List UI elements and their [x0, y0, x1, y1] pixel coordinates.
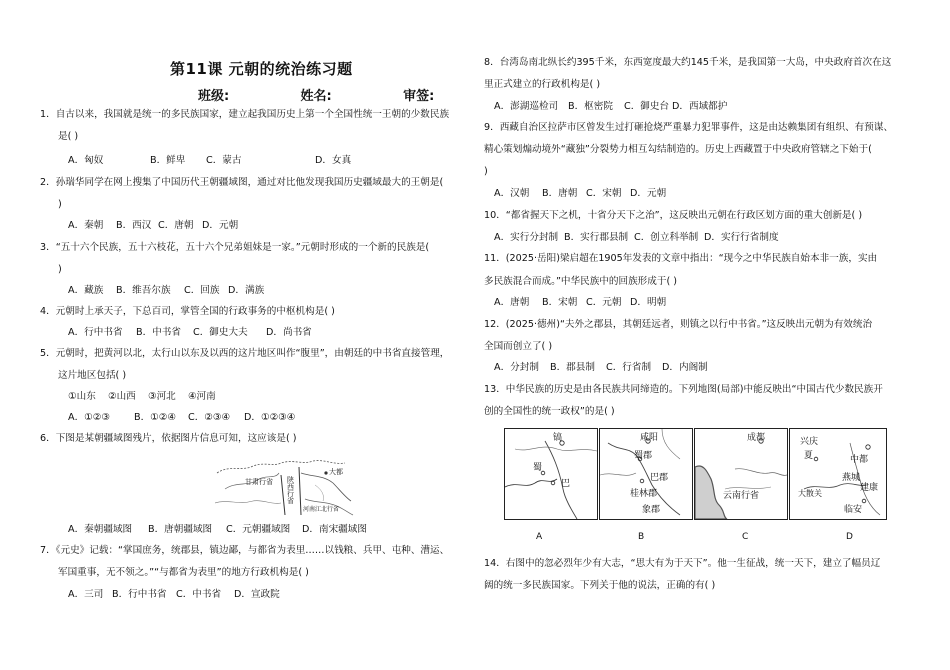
q8-option-b[interactable]: B．枢密院 [568, 101, 613, 112]
q13-map-c[interactable] [694, 428, 788, 520]
q12-text: 12．(2025·德州)“夫外之郡县，其朝廷远者，则镇之以行中书省。”这反映出元朝为有效统治 [484, 319, 873, 330]
q2-option-d[interactable]: D．元朝 [202, 220, 239, 231]
q4-option-a[interactable]: A．行中书省 [68, 327, 123, 338]
q5-option-b[interactable]: B．①②④ [134, 412, 176, 423]
q3-text-2: ) [58, 264, 62, 275]
q5-option-c[interactable]: C．②③④ [188, 412, 231, 423]
q1-text: 1．自古以来，我国就是统一的多民族国家，建立起我国历史上第一个全国性统一王朝的少数民族 [40, 109, 450, 120]
class-label: 班级: [198, 89, 230, 104]
q4-option-d[interactable]: D．尚书省 [266, 327, 312, 338]
q2-option-c[interactable]: C．唐朝 [158, 220, 194, 231]
q13-map-a-drawing [505, 429, 597, 519]
q13-letter-a: A [536, 532, 543, 542]
q7-option-c[interactable]: C．中书省 [176, 589, 222, 600]
q12-option-b[interactable]: B．郡县制 [550, 362, 595, 373]
q13-d-label-6: 临安 [844, 505, 863, 515]
q13-a-label-1: 蜀 [533, 463, 543, 473]
q14-text-2: 阔的统一多民族国家。下列关于他的说法，正确的有( ) [484, 580, 716, 591]
q6-option-c[interactable]: C．元朝疆域图 [226, 524, 291, 535]
q13-a-label-0: 镐 [553, 433, 563, 443]
q10-option-a[interactable]: A．实行分封制 [494, 232, 559, 243]
q13-text-2: 创的全国性的统一政权”的是( ) [484, 406, 615, 417]
q13-letter-b: B [638, 532, 645, 542]
q5-items: ①山东 ②山西 ③河北 ④河南 [68, 391, 216, 402]
q3-option-b[interactable]: B．维吾尔族 [116, 285, 171, 296]
q7-option-d[interactable]: D．宣政院 [234, 589, 280, 600]
q13-d-label-2: 中都 [850, 455, 869, 465]
q8-text-2: 里正式建立的行政机构是( ) [484, 79, 601, 90]
q13-b-label-1: 蜀郡 [634, 451, 653, 461]
q5-text-2: 这片地区包括( ) [58, 370, 127, 381]
q6-option-d[interactable]: D．南宋疆域图 [302, 524, 367, 535]
q6-label-henan: 河南江北行省 [303, 506, 340, 513]
q12-text-2: 全国而创立了( ) [484, 341, 553, 352]
q13-b-label-2: 巴郡 [650, 473, 669, 483]
q9-text: 9．西藏自治区拉萨市区曾发生过打砸抢烧严重暴力犯罪事件，这是由达赖集团有组织、有预谋、 [484, 122, 894, 133]
q8-option-c[interactable]: C．御史台 [624, 101, 670, 112]
q2-option-a[interactable]: A．秦朝 [68, 220, 104, 231]
q1-option-c[interactable]: C．蒙古 [206, 155, 242, 166]
q6-label-dadu: 大都 [329, 468, 343, 476]
q13-d-label-3: 大散关 [798, 489, 822, 498]
q13-letter-d: D [846, 532, 853, 542]
q4-text: 4．元朝时上承天子，下总百司，掌管全国的行政事务的中枢机构是( ) [40, 306, 335, 317]
q13-b-label-3: 桂林郡 [630, 489, 658, 499]
q13-map-c-drawing [695, 429, 787, 519]
q6-map-fragment [215, 455, 355, 515]
q12-option-c[interactable]: C．行省制 [606, 362, 652, 373]
q6-label-shaanxi: 陕西行省 [287, 476, 294, 505]
q2-option-b[interactable]: B．西汉 [116, 220, 152, 231]
q7-text-2: 军国重事，无不领之。”“与都省为表里”的地方行政机构是( ) [58, 567, 309, 578]
q7-option-a[interactable]: A．三司 [68, 589, 104, 600]
q5-text: 5．元朝时，把黄河以北，太行山以东及以西的这片地区叫作“腹里”，由朝廷的中书省直接管理， [40, 348, 450, 359]
q10-option-b[interactable]: B．实行郡县制 [564, 232, 629, 243]
q1-option-d[interactable]: D．女真 [315, 155, 352, 166]
q7-text: 7．《元史》记载：“掌国庶务，统郡县，镇边鄙，与都省为表里……以钱粮、兵甲、屯种、漕运、 [40, 545, 450, 556]
q6-label-gansu: 甘肃行省 [245, 478, 273, 486]
q3-option-a[interactable]: A．藏族 [68, 285, 104, 296]
q11-option-b[interactable]: B．宋朝 [542, 297, 578, 308]
q6-option-b[interactable]: B．唐朝疆域图 [148, 524, 213, 535]
q9-option-d[interactable]: D．元朝 [630, 188, 667, 199]
q13-map-a[interactable] [504, 428, 598, 520]
q3-option-c[interactable]: C．回族 [184, 285, 220, 296]
q2-text-2: ) [58, 199, 62, 210]
q13-text: 13．中华民族的历史是由各民族共同缔造的。下列地图(局部)中能反映出“中国古代少数民族开 [484, 384, 883, 395]
q13-b-label-4: 象郡 [642, 505, 661, 515]
q11-option-a[interactable]: A．唐朝 [494, 297, 530, 308]
q12-option-a[interactable]: A．分封制 [494, 362, 539, 373]
q5-option-d[interactable]: D．①②③④ [244, 412, 296, 423]
q5-option-a[interactable]: A．①②③ [68, 412, 110, 423]
q13-d-label-0: 兴庆 [800, 437, 819, 447]
q14-text: 14．右图中的忽必烈年少有大志，“思大有为于天下”。他一生征战，统一天下，建立了幅员辽 [484, 558, 881, 569]
q4-option-c[interactable]: C．御史大夫 [193, 327, 248, 338]
q10-option-d[interactable]: D．实行行省制度 [704, 232, 779, 243]
name-label: 姓名: [300, 89, 332, 104]
q3-option-d[interactable]: D．满族 [228, 285, 265, 296]
q13-a-label-2: 巴 [561, 479, 571, 489]
q1-option-b[interactable]: B．鲜卑 [150, 155, 186, 166]
q1-text-2: 是( ) [58, 131, 79, 142]
q6-text: 6．下图是某朝疆域图残片，依据图片信息可知，这应该是( ) [40, 433, 297, 444]
q9-text-3: ) [484, 166, 488, 177]
q13-map-d[interactable] [789, 428, 887, 520]
q13-map-b[interactable] [599, 428, 693, 520]
q8-option-a[interactable]: A．澎湖巡检司 [494, 101, 559, 112]
q8-text: 8．台湾岛南北纵长约395千米，东西宽度最大约145千米，是我国第一大岛，中央政府首次在这 [484, 57, 892, 68]
q10-option-c[interactable]: C．创立科举制 [634, 232, 699, 243]
q10-text: 10．“都省握天下之机，十省分天下之治”，这反映出元朝在行政区划方面的重大创新是( ) [484, 210, 863, 221]
page-title: 第11课 元朝的统治练习题 [170, 60, 353, 78]
q1-option-a[interactable]: A．匈奴 [68, 155, 104, 166]
q13-c-label-1: 云南行省 [723, 491, 760, 501]
q11-option-c[interactable]: C．元朝 [586, 297, 622, 308]
q9-option-a[interactable]: A．汉朝 [494, 188, 530, 199]
q13-b-label-0: 咸阳 [640, 433, 659, 443]
q2-text: 2．孙瑞华同学在网上搜集了中国历代王朝疆域图，通过对比他发现我国历史疆域最大的王朝是( [40, 177, 444, 188]
review-label: 审签: [403, 89, 435, 104]
q4-option-b[interactable]: B．中书省 [136, 327, 181, 338]
q11-text: 11．(2025·岳阳)梁启超在1905年发表的文章中指出：“现今之中华民族自始本非一族，实由 [484, 253, 878, 264]
q13-d-label-4: 燕城 [842, 473, 861, 483]
q3-text: 3．“五十六个民族，五十六枝花，五十六个兄弟姐妹是一家。”元朝时形成的一个新的民族是( [40, 242, 430, 253]
q13-d-label-5: 建康 [860, 483, 879, 493]
q7-option-b[interactable]: B．行中书省 [112, 589, 167, 600]
q9-option-b[interactable]: B．唐朝 [542, 188, 578, 199]
q13-c-label-0: 成都 [747, 433, 766, 443]
q6-option-a[interactable]: A．秦朝疆域图 [68, 524, 133, 535]
q13-letter-c: C [742, 532, 749, 542]
q13-d-label-1: 夏 [804, 451, 814, 461]
q11-text-2: 多民族混合而成。”中华民族中的回族形成于( ) [484, 276, 677, 287]
info-row [198, 85, 434, 104]
q12-option-d[interactable]: D．内阁制 [662, 362, 708, 373]
q9-option-c[interactable]: C．宋朝 [586, 188, 622, 199]
q8-option-d[interactable]: D．西域都护 [672, 101, 728, 112]
q9-text-2: 精心策划煽动境外“藏独”分裂势力相互勾结制造的。历史上西藏置于中央政府管辖之下始于( [484, 144, 872, 155]
q11-option-d[interactable]: D．明朝 [630, 297, 667, 308]
